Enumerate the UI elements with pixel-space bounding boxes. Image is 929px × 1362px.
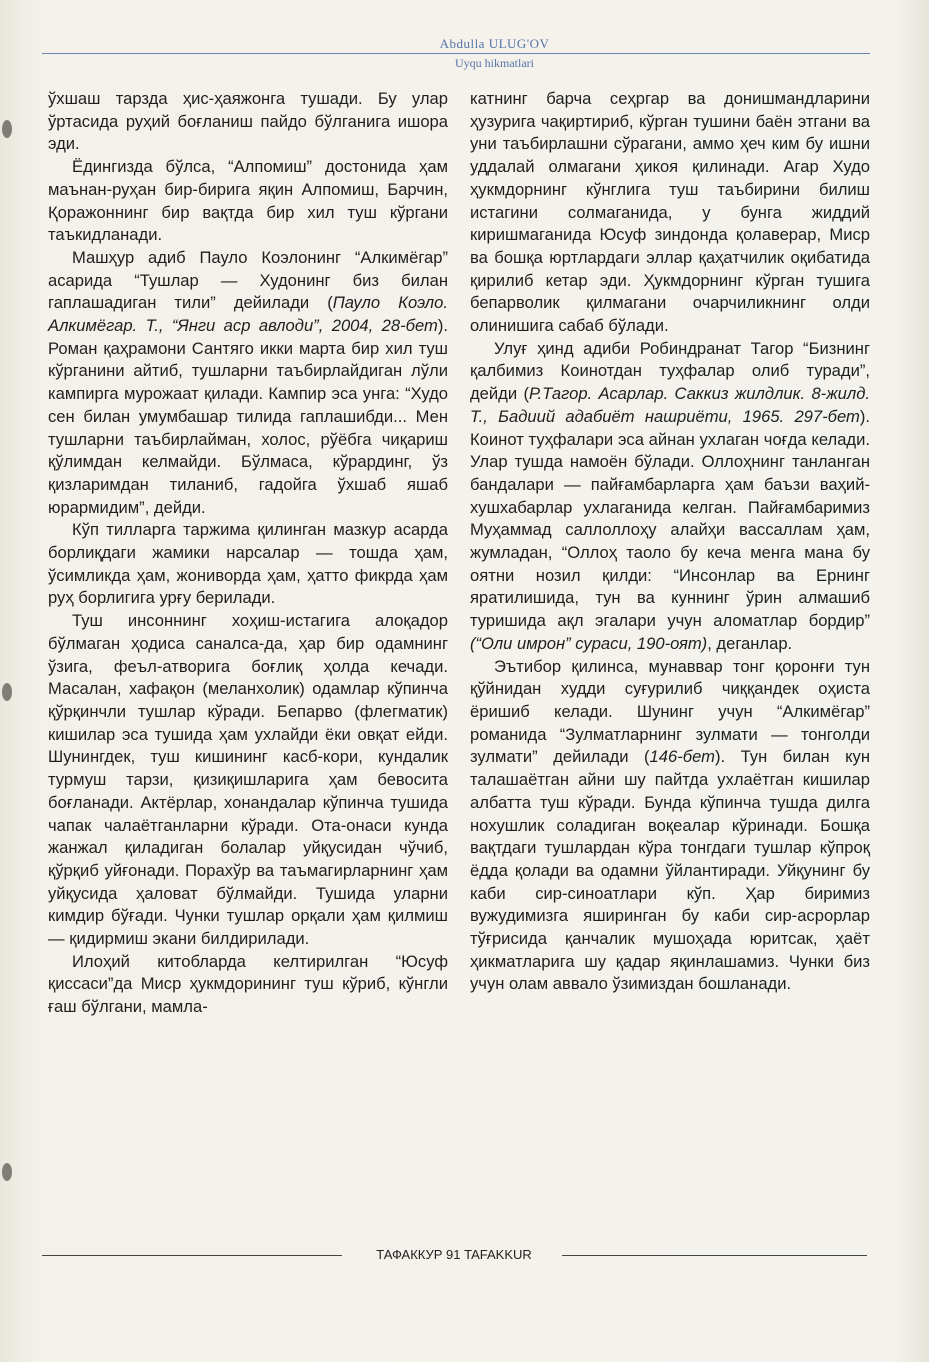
text: Улуғ ҳинд адиби Робиндранат Тагор “Бизнинг қалбимиз Коинотдан туҳфалар олиб туради”, дейди ( [470,338,870,404]
paragraph: ўхшаш тарзда ҳис-ҳаяжонга тушади. Бу улар ўртасида руҳий боғланиш пайдо бўлганига ишора эди. [48,89,448,154]
left-column [48,88,448,1019]
text: , деганлар. [707,633,793,653]
paragraph [470,656,870,997]
running-header [0,36,929,70]
citation: (“Оли имрон” сураси, 190-оят) [470,633,708,653]
footer-rule-left [42,1255,342,1256]
footer-text: ТАФАККУР 91 TAFAKKUR [376,1247,532,1262]
binder-hole [2,120,12,138]
paragraph: Кўп тилларга таржима қилинган мазкур асарда борлиқдаги жамики нарсалар — тошда ҳам, ўсимликда ҳам, жониворда ҳам, ҳатто фикрда ҳам руҳ борлигига урғу берилади. [48,520,448,608]
paragraph: Илоҳий китобларда келтирилган “Юсуф қиссаси”да Миср ҳукмдорининг туш кўриб, кўнгли ғаш бўлгани, мамла- [48,951,448,1017]
page-footer [0,1247,929,1270]
text: ). Коинот туҳфалари эса айнан ухлаган чоғда келади. Улар тушда намоён бўлади. Оллоҳнинг танланган бандалари — пайғамбарларга ҳам баъзи ваҳий-хушхабарлар ухлаганида келган. Пайғамбаримиз Муҳаммад саллоллоҳу алайҳи вассаллам ҳам, жумладан, “Оллоҳ таоло бу кеча менга мана бу оятни нозил қилди: “Инсонлар ва Ернинг яратилишида, тун ва куннинг ўрин алмашиб туришида ақл эгалари учун аломатлар бордир” [470,406,870,631]
paragraph: Туш инсоннинг хоҳиш-истагига алоқадор бўлмаган ҳодиса саналса-да, ҳар бир одамнинг ўзига, феъл-атворига боғлиқ ҳолда кечади. Масалан, хафақон (меланхолик) одамлар кўпинча қўрқинчли тушлар кўради. Бепарво (флегматик) кишилар эса тушида ҳам ухлайди ёки овқат ейди. Шунингдек, туш кишининг касб-кори, кундалик турмуш тарзи, қизиқишларига ҳам бевосита боғланади. Актёрлар, хонандалар кўпинча тушида чапак чалаётганларни кўради. Ота-онаси кунда жанжал қиладиган болалар уйқусидан чўчиб, қўрқиб уйғонади. Порахўр ва таъмагирларнинг ҳам уйқусида ҳаловат бўлмайди. Тушида уларни кимдир бўғади. Чунки тушлар орқали ҳам қилмиш — қидирмиш экани билдирилади. [48,611,448,949]
right-column [470,88,870,996]
header-subtitle: Uyqu hikmatlari [455,56,534,70]
binder-hole [2,1163,12,1181]
header-rule [42,53,870,54]
citation: Р.Тагор. Асарлар. Саккиз жилдлик. 8-жилд. Т., Бадиий адабиёт нашриёти, 1965. 297-бет [470,384,870,426]
paragraph: Ёдингизда бўлса, “Алпомиш” достонида ҳам маънан-руҳан бир-бирига яқин Алпомиш, Барчин, Қоражоннинг бир вақтда бир хил туш кўргани таъкидланади. [48,157,448,245]
header-author: Abdulla ULUG'OV [439,36,550,51]
text: ). Роман қаҳрамони Сантяго икки марта бир хил туш кўрганини айтиб, тушларни таъбирлайдиган лўли кампирга мурожаат қилади. Кампир эса унга: “Худо сен билан умумбашар тилида гаплашибди... Мен тушларни таъбирлайман, холос, рўёбга чиқариш қўлимдан келмайди. Бўлмаса, кўрардинг, ўз қизларимдан тиланиб, гадойга ўхшаб яшаб юрармидим”, дейди. [48,316,448,517]
citation: 146-бет [649,747,715,767]
paragraph [48,247,448,519]
citation: Пауло Коэло. Алкимёгар. Т., “Янги аср авлоди”, 2004, 28-бет [48,293,448,336]
footer-rule-right [562,1255,867,1256]
paragraph: катнинг барча сеҳргар ва донишмандларини ҳузурига чақиртириб, кўрган тушини баён этгани ва уни таъбирлашни сўрагани, аммо ҳеч ким бу ишни уддалай олмагани ҳикоя қилинади. Агар Худо ҳукмдорнинг кўнглига туш таъбирини билиш истагини солмаганида, у бунга жиддий киришмаганида Юсуф зиндонда қолаверар, Миср ва бошқа юртлардаги эллар қаҳатчилик оқибатида қирилиб кетар эди. Ҳукмдорнинг кўрган тушига бепарволик қилмагани очарчиликнинг олди олинишига сабаб бўлади. [470,89,870,336]
text: Машҳур адиб Пауло Коэлонинг “Алкимёгар” асарида “Тушлар — Худонинг биз билан гаплашадиган тили” дейилади ( [48,247,448,313]
text: Эътибор қилинса, мунаввар тонг қоронғи тун қўйнидан худди суғурилиб чиққандек оҳиста ёришиб келади. Шунинг учун “Алкимёгар” романида “Зулматларнинг зулмати — тонголди зулмати” дейилади ( [470,656,870,767]
text: ). Тун билан кун талашаётган айни шу пайтда ухлаётган кишилар албатта туш кўради. Бунда кўпинча тушда дилга нохушлик соладиган воқеалар кўринади. Бошқа вақтдаги тушлардан кўра тонгдаги тушлар кўпроқ ёдда қолади ва одамни ўйлантиради. Уйқунинг бу каби сир-синоатлари кўп. Ҳар биримиз вужудимизга яширинган бу каби сир-асрорлар тўғрисида қанчалик мушоҳада юритсак, ҳаёт ҳикматларига шу қадар яқинлашамиз. Чунки биз учун олам аввало ўзимиздан бошланади. [470,747,870,994]
binder-hole [2,683,12,701]
paragraph [470,338,870,656]
